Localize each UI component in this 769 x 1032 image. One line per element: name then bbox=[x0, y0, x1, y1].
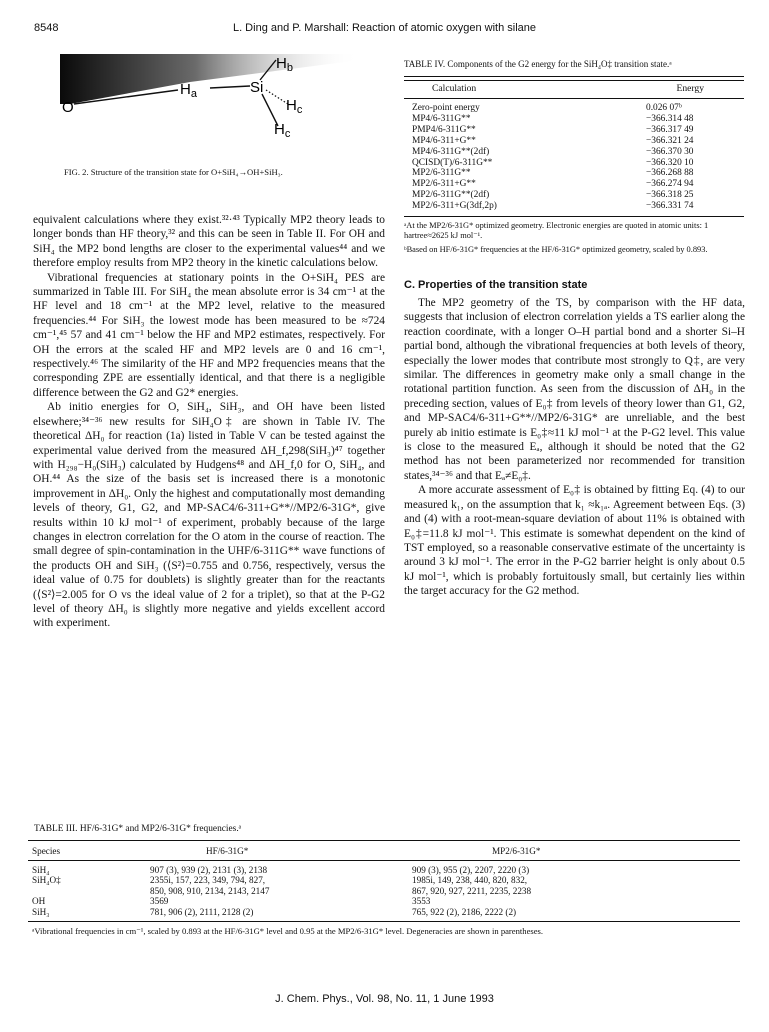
right-column bbox=[404, 296, 745, 599]
paragraph: A more accurate assessment of E₀‡ is obtained by fitting Eq. (4) to our measured k₁, on the assumption that k₁ ≈k₁ₐ. Agreement between Eqs. (3) and (4) with a root-mean-square deviation of about 11% is obtained with E₀‡=11.8 kJ mol⁻¹. This estimate is somewhat dependent on the kind of TST employed, so a reasonable conservative estimate of the uncertainty is around 3 kJ mol⁻¹. The error in the P-G2 barrier height is only about 0.5 kJ mol⁻¹, which is probably fortuitously small, but certainly lies within the target accuracy for the G2 method. bbox=[404, 484, 745, 598]
svg-text:Hc bbox=[286, 97, 303, 116]
table-cell: −366.331 74 bbox=[646, 201, 694, 212]
table-cell: 765, 922 (2), 2186, 2222 (2) bbox=[408, 907, 740, 922]
paragraph: The MP2 geometry of the TS, by comparison with the HF data, suggests that inclusion of electron correlation yields a TS earlier along the reaction coordinate, with a longer O–H partial bond and a shorter Si–H partial bond, although the vibrational frequencies at both levels of theory, especially the lower modes that contribute most strongly to Q‡, are very similar. The differences in geometry make only a small change in the rotational partition function. As seen from the discussion of ΔH₀ in the preceding section, values of E₀‡ from levels of theory lower than G1, G2, and MP-SAC4/6-311+G**//MP2/6-31G* are unreliable, and the best purely ab initio estimate is E₀‡≈11 kJ mol⁻¹ at the P-G2 level. This value is close to the measured Eₐ, although it should be noted that the G2 method has not been parameterized nor recommended for transition states,³⁴⁻³⁶ and that Eₐ≠E₀‡. bbox=[404, 297, 745, 482]
table-cell: MP4/6-311+G** bbox=[412, 135, 476, 146]
table-cell: MP2/6-311+G(3df,2p) bbox=[412, 201, 497, 212]
table-iv bbox=[404, 59, 744, 256]
table-cell bbox=[28, 886, 146, 896]
table-cell: 3569 bbox=[150, 896, 169, 907]
table-cell: Zero-point energy bbox=[412, 103, 480, 113]
table-cell: 909 (3), 955 (2), 2207, 2220 (3) bbox=[412, 865, 530, 875]
table-cell: SiH₄O‡ bbox=[32, 875, 61, 886]
svg-text:Hc bbox=[274, 121, 291, 140]
table-row bbox=[28, 875, 740, 885]
atom-ha-subscript: a bbox=[190, 88, 197, 100]
atom-hb-subscript: b bbox=[286, 62, 293, 74]
table-cell: 907 (3), 939 (2), 2131 (3), 2138 bbox=[150, 865, 268, 875]
table-cell: −366.274 94 bbox=[646, 179, 694, 190]
table-cell: 867, 920, 927, 2211, 2235, 2238 bbox=[412, 885, 532, 896]
table-cell: −366.370 30 bbox=[646, 146, 694, 157]
table-iii-caption: TABLE III. HF/6-31G* and MP2/6-31G* frequencies.ᵃ bbox=[34, 824, 242, 834]
column-header: HF/6-31G* bbox=[146, 841, 408, 861]
paragraph: Ab initio energies for O, SiH₄, SiH₃, and OH have been listed elsewhere;³⁴⁻³⁶ new results for SiH₄O‡ are shown in Table IV. The theoretical ΔH₀ for reaction (1a) listed in Table V can be tested against the experimental value derived from the measured ΔH_f,298(SiH₃)⁴⁷ together with H₂₉₈−H₀(SiH₃) calculated by Hudgens⁴⁸ and ΔH_f,0 for O, SiH₄, and OH.⁴⁴ As the size of the basis set is increased there is a monotonic improvement in ΔH₀. Only the highest and computationally most demanding levels of theory, G1, G2, and MP-SAC4/6-311+G**//MP2/6-31G*, give results within 10 kJ mol⁻¹ of experiment, probably because of the large changes in electron correlation for the O atom in the course of reaction. The small degree of spin-contamination in the UHF/6-311G** wave functions of the products OH and SiH₃ (⟨S²⟩=0.755 and 0.756, respectively, versus the ideal value of 0.75 for doublets) is slightly greater than for the reactants (⟨S²⟩=2.005 for O vs the ideal value of 2 for a triplet), so that at the P-G2 level of theory ΔH₀ is slightly more negative and yields excellent accord with experiment. bbox=[33, 401, 385, 630]
table-iii-grid bbox=[28, 840, 740, 922]
table-cell: PMP4/6-311G** bbox=[412, 124, 476, 135]
table-cell: −366.321 24 bbox=[646, 135, 694, 146]
table-row bbox=[404, 179, 744, 190]
table-footnote: ᵃVibrational frequencies in cm⁻¹, scaled by 0.893 at the HF/6-31G* level and 0.95 at the MP2/6-31G* level. Degeneracies are shown in parentheses. bbox=[32, 926, 544, 937]
atom-si: Si bbox=[250, 79, 264, 96]
running-title: L. Ding and P. Marshall: Reaction of atomic oxygen with silane bbox=[232, 22, 537, 34]
table-iv-header bbox=[404, 81, 744, 99]
table-cell: −366.318 25 bbox=[646, 190, 694, 201]
table-iv-body bbox=[404, 99, 744, 217]
bond-ha-si bbox=[210, 86, 250, 88]
table-cell: 0.026 07ᵇ bbox=[646, 103, 682, 113]
atom-hb: H bbox=[276, 55, 287, 72]
atom-hc-back-subscript: c bbox=[296, 104, 303, 116]
table-cell: 2355i, 157, 223, 349, 794, 827, bbox=[150, 875, 266, 886]
paragraph: Vibrational frequencies at stationary points in the O+SiH₄ PES are summarized in Table III. For SiH₄ the mean absolute error is 34 cm⁻¹ at the HF level and 18 cm⁻¹ at the MP2 level, relative to the measured frequencies.⁴⁴ For SiH₃ the lowest mode has been measured to be ≈724 cm⁻¹,⁴⁵ 57 and 41 cm⁻¹ below the HF and MP2 estimates, respectively. For OH the errors at the scaled HF and MP2 levels are 0 and 16 cm⁻¹, respectively.⁴⁶ The similarity of the HF and MP2 frequencies means that the corresponding ZPE are essentially identical, and that there is a negligible difference between the G2 and G2* energies. bbox=[33, 271, 385, 399]
table-cell: 850, 908, 910, 2134, 2143, 2147 bbox=[150, 885, 270, 896]
paragraph: equivalent calculations where they exist.³²·⁴³ Typically MP2 theory leads to longer bonds than HF theory,³² and this can be seen in Table II. For OH and SiH₄ the MP2 bond lengths are closer to the experimental values⁴⁴ and we therefore employ results from MP2 theory in the kinetic calculations below. bbox=[33, 214, 385, 270]
table-row bbox=[404, 125, 744, 136]
atom-hc-back: H bbox=[286, 97, 297, 114]
table-cell: 781, 906 (2), 2111, 2128 (2) bbox=[146, 907, 408, 922]
table-cell: 3553 bbox=[412, 896, 431, 907]
column-header: Energy bbox=[676, 83, 704, 94]
table-row bbox=[404, 136, 744, 147]
table-footnote: ᵃAt the MP2/6-31G* optimized geometry. Electronic energies are quoted in atomic units: 1 hartree≈2625 kJ mol⁻¹. bbox=[404, 221, 709, 241]
atom-hc-front: H bbox=[274, 121, 285, 138]
table-cell: MP4/6-311G** bbox=[412, 113, 471, 124]
table-cell: SiH₃ bbox=[28, 907, 146, 922]
table-row bbox=[28, 896, 740, 906]
table-row bbox=[404, 201, 744, 212]
table-cell: −366.317 49 bbox=[646, 124, 694, 135]
table-row bbox=[404, 158, 744, 169]
figure-2-structure bbox=[60, 54, 360, 174]
table-cell: MP4/6-311G**(2df) bbox=[412, 146, 490, 157]
table-row bbox=[404, 147, 744, 158]
column-header: Calculation bbox=[432, 83, 477, 94]
table-row bbox=[28, 907, 740, 922]
table-cell: −366.320 10 bbox=[646, 157, 694, 168]
table-cell: MP2/6-311G**(2df) bbox=[412, 190, 490, 201]
atom-o: O bbox=[62, 99, 74, 116]
atom-ha: H bbox=[180, 81, 191, 98]
table-cell: MP2/6-311G** bbox=[412, 168, 471, 179]
left-column bbox=[33, 213, 385, 631]
figure-caption: FIG. 2. Structure of the transition state for O+SiH₄→OH+SiH₃. bbox=[64, 167, 283, 177]
table-cell: MP2/6-311+G** bbox=[412, 179, 476, 190]
table-header-row bbox=[28, 841, 740, 861]
table-row bbox=[404, 190, 744, 201]
figure-shaded-backdrop bbox=[60, 54, 360, 104]
page-number: 8548 bbox=[34, 22, 59, 34]
table-row bbox=[28, 886, 740, 896]
bond-si-hc-back bbox=[266, 90, 288, 104]
column-header: MP2/6-31G* bbox=[408, 841, 740, 861]
column-header: Species bbox=[28, 841, 146, 861]
journal-footer: J. Chem. Phys., Vol. 98, No. 11, 1 June 1993 bbox=[275, 993, 494, 1005]
table-footnote: ᵇBased on HF/6-31G* frequencies at the HF/6-31G* optimized geometry, scaled by 0.893. bbox=[404, 245, 708, 255]
table-cell: 1985i, 149, 238, 440, 820, 832, bbox=[412, 875, 528, 886]
table-cell: SiH₄ bbox=[32, 865, 50, 875]
table-row bbox=[404, 103, 744, 114]
table-row bbox=[28, 861, 740, 876]
table-cell: OH bbox=[32, 896, 46, 907]
table-cell: −366.268 88 bbox=[646, 168, 694, 179]
section-heading: C. Properties of the transition state bbox=[404, 279, 588, 291]
table-row bbox=[404, 168, 744, 179]
svg-text:Ha bbox=[180, 81, 198, 100]
table-row bbox=[404, 114, 744, 125]
table-cell: −366.314 48 bbox=[646, 113, 694, 124]
atom-hc-front-subscript: c bbox=[284, 128, 291, 140]
table-cell: QCISD(T)/6-311G** bbox=[412, 157, 493, 168]
table-iv-caption: TABLE IV. Components of the G2 energy for the SiH₄O‡ transition state.ᵃ bbox=[404, 59, 672, 69]
table-iii bbox=[28, 824, 740, 936]
